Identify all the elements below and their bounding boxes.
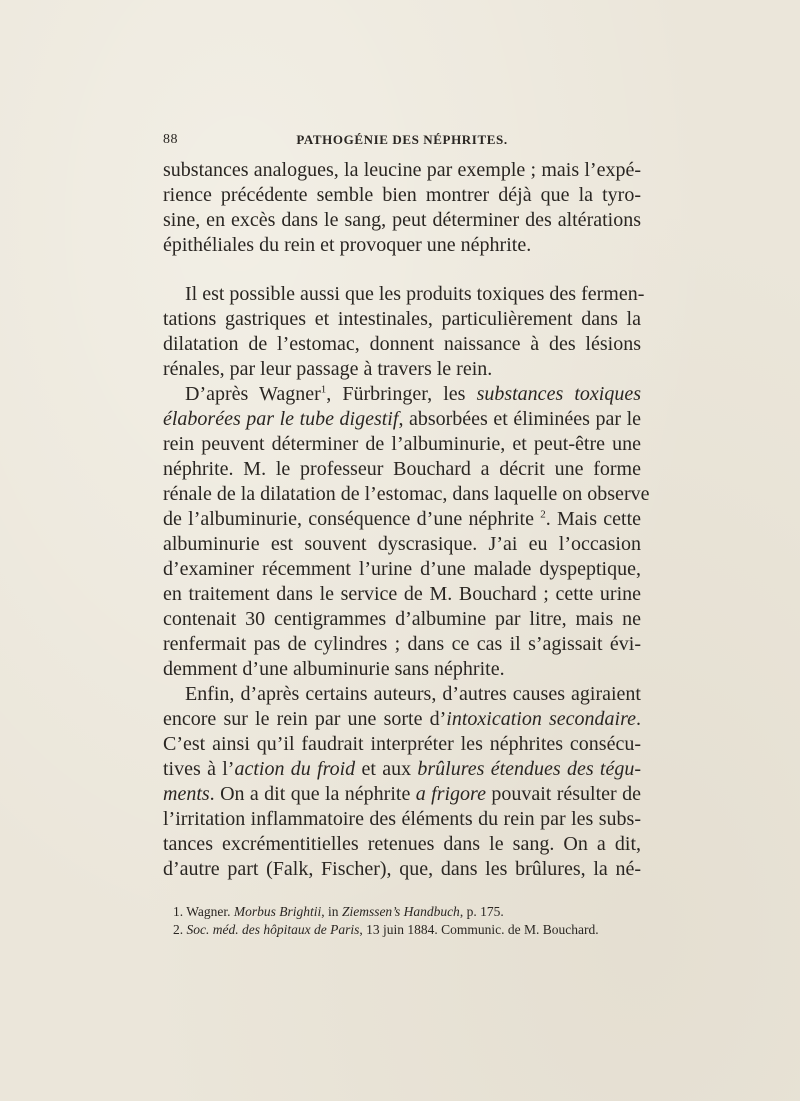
text-line: C’est ainsi qu’il faudrait interpréter les néphrites consécu-: [163, 733, 641, 755]
text-line: albuminurie est souvent dyscrasique. J’ai eu l’occasion: [163, 533, 641, 555]
text-line: l’irritation inflammatoire des éléments du rein par les subs-: [163, 808, 641, 830]
text-line: rience précédente semble bien montrer déjà que la tyro-: [163, 184, 641, 206]
text-run: , p. 175.: [459, 904, 504, 919]
text-line: sine, en excès dans le sang, peut déterminer des altérations: [163, 209, 641, 231]
text-run: pouvait résulter de: [485, 783, 641, 805]
text-line: [163, 382, 641, 407]
text-run: , Fürbringer, les: [326, 383, 477, 405]
text-line: [163, 707, 641, 732]
footnote-ref-2: 2: [540, 508, 546, 521]
text-line: dilatation de l’estomac, donnent naissance à des lésions: [163, 333, 641, 355]
text-line: d’autre part (Falk, Fischer), que, dans les brûlures, la né-: [163, 858, 641, 880]
footnote-ref-1: 1: [320, 383, 327, 396]
italic-run: ments: [163, 783, 210, 805]
text-line: [163, 407, 641, 432]
page-number: 88: [163, 132, 178, 147]
text-line: Il est possible aussi que les produits toxiques des fermen-: [185, 283, 645, 305]
text-run: tives à l’: [163, 758, 235, 780]
text-line: rénales, par leur passage à travers le rein.: [163, 358, 493, 380]
text-line: demment d’une albuminurie sans néphrite.: [163, 658, 505, 680]
text-line: [163, 782, 641, 807]
text-run: . On a dit que la néphrite: [209, 783, 416, 805]
text-line: contenait 30 centigrammes d’albumine par litre, mais ne: [163, 608, 641, 630]
text-line: substances analogues, la leucine par exemple ; mais l’expé-: [163, 159, 641, 181]
italic-run: élaborées par le tube digestif: [163, 408, 399, 430]
text-line: rénale de la dilatation de l’estomac, dans laquelle on observe: [163, 483, 650, 505]
italic-run: substances toxiques: [476, 383, 641, 405]
text-line: Enfin, d’après certains auteurs, d’autres causes agiraient: [185, 683, 641, 705]
text-line: en traitement dans le service de M. Bouchard ; cette urine: [163, 583, 641, 605]
italic-run: Morbus Brightii: [233, 904, 322, 919]
text-run: de l’albuminurie, conséquence d’une néphrite: [163, 508, 541, 530]
italic-run: action du froid: [234, 758, 356, 780]
text-run: . Mais cette: [545, 508, 642, 530]
text-run: et aux: [355, 758, 418, 780]
text-run: 2.: [173, 922, 187, 937]
text-line: renfermait pas de cylindres ; dans ce cas il s’agissait évi-: [163, 633, 641, 655]
text-line: d’examiner récemment l’urine d’une malade dyspeptique,: [163, 558, 641, 580]
text-line: rein peuvent déterminer de l’albuminurie, et peut-être une: [163, 433, 641, 455]
text-line: tations gastriques et intestinales, particulièrement dans la: [163, 308, 641, 330]
footnote-1: [173, 903, 504, 921]
text-line: [163, 757, 641, 782]
text-run: , 13 juin 1884. Communic. de M. Bouchard.: [359, 922, 599, 937]
italic-run: a frigore: [415, 783, 486, 805]
text-run: 1. Wagner.: [173, 904, 234, 919]
italic-run: brûlures étendues des tégu-: [417, 758, 642, 780]
text-line: tances excrémentitielles retenues dans le sang. On a dit,: [163, 833, 641, 855]
text-line: néphrite. M. le professeur Bouchard a décrit une forme: [163, 458, 641, 480]
italic-run: Ziemssen’s Handbuch: [341, 904, 460, 919]
text-run: encore sur le rein par une sorte d’: [163, 708, 447, 730]
text-run: .: [635, 708, 641, 730]
italic-run: Soc. méd. des hôpitaux de Paris: [186, 922, 360, 937]
italic-run: intoxication secondaire: [446, 708, 636, 730]
text-run: , absorbées et éliminées par le: [398, 408, 642, 430]
text-line: épithéliales du rein et provoquer une néphrite.: [163, 234, 532, 256]
page-header: [163, 132, 641, 154]
footnote-2: [173, 921, 599, 939]
text-line: [163, 507, 641, 532]
text-run: D’après Wagner: [185, 383, 321, 405]
running-title: PATHOGÉNIE DES NÉPHRITES.: [296, 132, 508, 147]
text-run: , in: [321, 904, 342, 919]
